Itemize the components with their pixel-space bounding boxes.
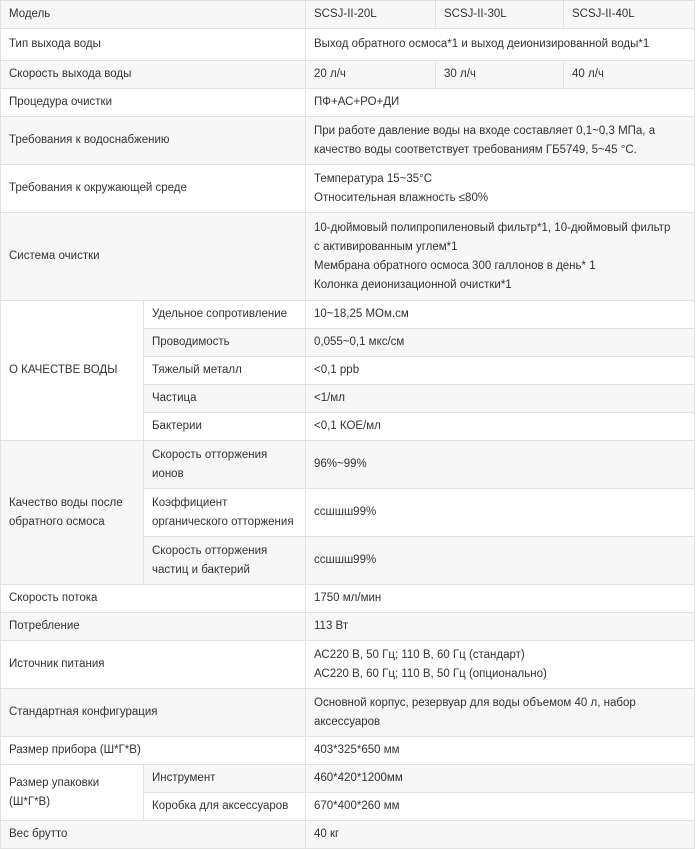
cell-value: <1/мл (306, 385, 695, 413)
cell-value: 0,055~0,1 мкс/см (306, 329, 695, 357)
sub-label: Частица (144, 385, 306, 413)
cell-value: ПФ+АС+РО+ДИ (306, 89, 695, 117)
cell-value: <0,1 ppb (306, 357, 695, 385)
text-line: АС220 В, 50 Гц; 110 В, 60 Гц (стандарт) (314, 648, 525, 661)
text-line: аксессуаров (314, 715, 381, 728)
sub-label (144, 441, 306, 489)
sub-label: Бактерии (144, 413, 306, 441)
cell-value: <0,1 КОЕ/мл (306, 413, 695, 441)
table-row (1, 821, 695, 849)
cell-value: 40 кг (306, 821, 695, 849)
sub-label (144, 537, 306, 585)
sub-label: Коробка для аксессуаров (144, 793, 306, 821)
cell-value: SCSJ-II-30L (436, 1, 564, 29)
text-line: Основной корпус, резервуар для воды объемом 40 л, набор (314, 696, 636, 709)
text-line: качество воды соответствует требованиям ГБ5749, 5~45 °С. (314, 143, 637, 156)
text-line: (Ш*Г*В) (9, 795, 51, 808)
text-line: Температура 15~35°С (314, 172, 433, 185)
cell-value: 403*325*650 мм (306, 737, 695, 765)
text-line: Качество воды после (9, 496, 123, 509)
table-row (1, 89, 695, 117)
row-label: Вес брутто (1, 821, 306, 849)
row-label: Скорость потока (1, 585, 306, 613)
row-label: Источник питания (1, 641, 306, 689)
table-row (1, 165, 695, 213)
row-label: Система очистки (1, 213, 306, 301)
group-label (1, 765, 144, 821)
cell-value (306, 165, 695, 213)
table-row (1, 441, 695, 489)
cell-value: 10~18,25 МОм.см (306, 301, 695, 329)
text-line: Скорость отторжения (152, 448, 268, 461)
cell-value: 96%~99% (306, 441, 695, 489)
text-line: ионов (152, 467, 184, 480)
group-label (1, 441, 144, 585)
row-label: Тип выхода воды (1, 29, 306, 61)
text-line: АС220 В, 60 Гц; 110 В, 50 Гц (опционально) (314, 667, 547, 680)
row-label: Процедура очистки (1, 89, 306, 117)
text-line: Размер упаковки (9, 776, 100, 789)
table-row (1, 61, 695, 89)
cell-value: ссшшш99% (306, 537, 695, 585)
text-line: Скорость отторжения (152, 544, 268, 557)
row-label: Размер прибора (Ш*Г*В) (1, 737, 306, 765)
table-row (1, 689, 695, 737)
table-row (1, 29, 695, 61)
cell-value: 670*400*260 мм (306, 793, 695, 821)
cell-value (306, 117, 695, 165)
cell-value: ссшшш99% (306, 489, 695, 537)
cell-value: Выход обратного осмоса*1 и выход деионизированной воды*1 (306, 29, 695, 61)
text-line: Относительная влажность ≤80% (314, 191, 489, 204)
table-row (1, 613, 695, 641)
row-label: Скорость выхода воды (1, 61, 306, 89)
sub-label (144, 489, 306, 537)
row-label: Потребление (1, 613, 306, 641)
table-row (1, 1, 695, 29)
text-line: с активированным углем*1 (314, 240, 458, 253)
text-line: обратного осмоса (9, 515, 105, 528)
row-label: Модель (1, 1, 306, 29)
cell-value (306, 641, 695, 689)
sub-label: Тяжелый металл (144, 357, 306, 385)
text-line: органического отторжения (152, 515, 294, 528)
sub-label: Удельное сопротивление (144, 301, 306, 329)
table-row (1, 301, 695, 329)
cell-value: 40 л/ч (564, 61, 695, 89)
text-line: При работе давление воды на входе составляет 0,1~0,3 МПа, а (314, 124, 656, 137)
row-label: Стандартная конфигурация (1, 689, 306, 737)
cell-value: SCSJ-II-20L (306, 1, 436, 29)
table-row (1, 213, 695, 301)
cell-value: 460*420*1200мм (306, 765, 695, 793)
row-label: Требования к окружающей среде (1, 165, 306, 213)
table-row (1, 585, 695, 613)
text-line: Коэффициент (152, 496, 228, 509)
sub-label: Инструмент (144, 765, 306, 793)
cell-value (306, 213, 695, 301)
row-label: Требования к водоснабжению (1, 117, 306, 165)
table-row (1, 641, 695, 689)
cell-value: 113 Вт (306, 613, 695, 641)
sub-label: Проводимость (144, 329, 306, 357)
table-row (1, 117, 695, 165)
table-row (1, 737, 695, 765)
cell-value (306, 689, 695, 737)
text-line: Колонка деионизационной очистки*1 (314, 278, 512, 291)
text-line: частиц и бактерий (152, 563, 250, 576)
group-label: О КАЧЕСТВЕ ВОДЫ (1, 301, 144, 441)
cell-value: 1750 мл/мин (306, 585, 695, 613)
cell-value: SCSJ-II-40L (564, 1, 695, 29)
table-row (1, 765, 695, 793)
cell-value: 30 л/ч (436, 61, 564, 89)
text-line: 10-дюймовый полипропиленовый фильтр*1, 10-дюймовый фильтр (314, 221, 671, 234)
cell-value: 20 л/ч (306, 61, 436, 89)
text-line: Мембрана обратного осмоса 300 галлонов в день* 1 (314, 259, 596, 272)
